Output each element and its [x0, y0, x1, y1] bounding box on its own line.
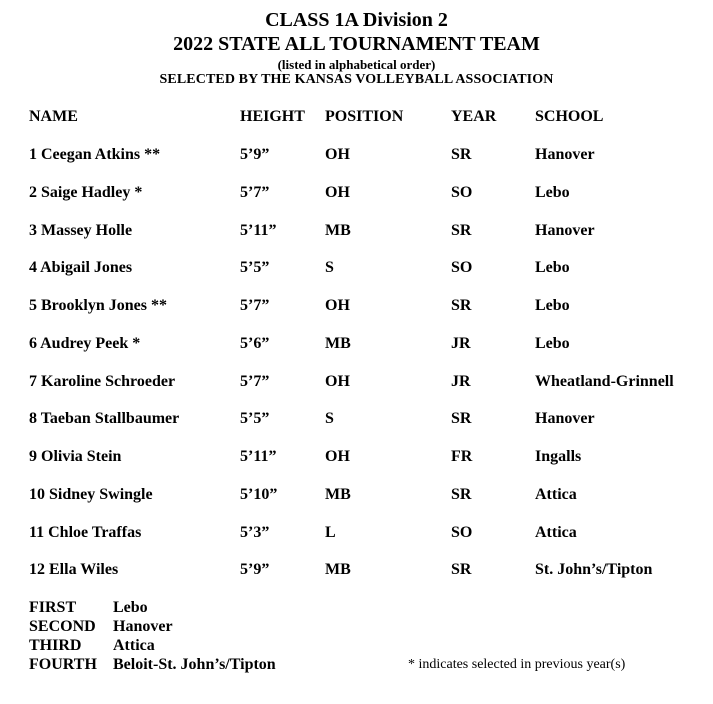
- standing-team: Hanover: [113, 618, 173, 635]
- standing-row: [29, 618, 173, 636]
- standing-team: Beloit-St. John’s/Tipton: [113, 656, 276, 673]
- player-position: OH: [325, 184, 350, 201]
- player-school: Lebo: [535, 335, 570, 352]
- player-position: MB: [325, 561, 351, 578]
- player-name: 12 Ella Wiles: [29, 561, 119, 578]
- player-school: Lebo: [535, 297, 570, 314]
- player-position: OH: [325, 146, 350, 163]
- player-name: 5 Brooklyn Jones **: [29, 297, 167, 314]
- player-position: MB: [325, 222, 351, 239]
- player-school: Lebo: [535, 259, 570, 276]
- table-row: [0, 373, 713, 395]
- standing-place: FIRST: [29, 599, 77, 616]
- player-name: 3 Massey Holle: [29, 222, 133, 239]
- player-school: Hanover: [535, 410, 595, 427]
- player-name: 8 Taeban Stallbaumer: [29, 410, 180, 427]
- player-school: Ingalls: [535, 448, 582, 465]
- selection-note: SELECTED BY THE KANSAS VOLLEYBALL ASSOCIATION: [159, 72, 554, 87]
- column-header-year: YEAR: [451, 108, 497, 125]
- footnote: * indicates selected in previous year(s): [408, 657, 626, 672]
- player-school: Wheatland-Grinnell: [535, 373, 674, 390]
- player-height: 5’5”: [240, 259, 270, 276]
- player-school: Lebo: [535, 184, 570, 201]
- player-height: 5’7”: [240, 373, 270, 390]
- table-row: [0, 486, 713, 508]
- player-height: 5’5”: [240, 410, 270, 427]
- table-row: [0, 561, 713, 583]
- standing-place: FOURTH: [29, 656, 97, 673]
- player-height: 5’6”: [240, 335, 270, 352]
- player-height: 5’10”: [240, 486, 278, 503]
- player-position: OH: [325, 297, 350, 314]
- standing-row: [29, 656, 276, 674]
- player-school: Hanover: [535, 146, 595, 163]
- standing-row: [29, 599, 148, 617]
- column-header-height: HEIGHT: [240, 108, 305, 125]
- player-year: JR: [451, 335, 471, 352]
- player-position: MB: [325, 335, 351, 352]
- table-row: [0, 448, 713, 470]
- player-height: 5’3”: [240, 524, 270, 541]
- player-year: SO: [451, 184, 473, 201]
- standing-team: Lebo: [113, 599, 148, 616]
- player-height: 5’11”: [240, 222, 277, 239]
- player-name: 11 Chloe Traffas: [29, 524, 142, 541]
- table-row: [0, 524, 713, 546]
- player-year: SR: [451, 222, 472, 239]
- column-header-position: POSITION: [325, 108, 404, 125]
- player-position: L: [325, 524, 336, 541]
- standing-team: Attica: [113, 637, 155, 654]
- player-school: Attica: [535, 486, 577, 503]
- table-row: [0, 222, 713, 244]
- player-year: SR: [451, 561, 472, 578]
- player-height: 5’9”: [240, 561, 270, 578]
- player-school: Hanover: [535, 222, 595, 239]
- column-header-school: SCHOOL: [535, 108, 604, 125]
- player-school: Attica: [535, 524, 577, 541]
- table-row: [0, 410, 713, 432]
- player-name: 9 Olivia Stein: [29, 448, 122, 465]
- table-row: [0, 184, 713, 206]
- player-year: SO: [451, 259, 473, 276]
- table-row: [0, 259, 713, 281]
- ordering-note: (listed in alphabetical order): [277, 57, 436, 72]
- player-school: St. John’s/Tipton: [535, 561, 653, 578]
- player-position: S: [325, 410, 334, 427]
- player-year: SR: [451, 297, 472, 314]
- player-name: 10 Sidney Swingle: [29, 486, 153, 503]
- player-year: SR: [451, 146, 472, 163]
- player-name: 2 Saige Hadley *: [29, 184, 143, 201]
- player-position: MB: [325, 486, 351, 503]
- player-name: 7 Karoline Schroeder: [29, 373, 176, 390]
- player-height: 5’7”: [240, 297, 270, 314]
- player-year: JR: [451, 373, 471, 390]
- player-name: 1 Ceegan Atkins **: [29, 146, 161, 163]
- standing-place: THIRD: [29, 637, 82, 654]
- standing-row: [29, 637, 155, 655]
- document-title: CLASS 1A Division 2: [265, 9, 448, 31]
- player-height: 5’11”: [240, 448, 277, 465]
- table-row: [0, 335, 713, 357]
- player-name: 4 Abigail Jones: [29, 259, 133, 276]
- table-row: [0, 146, 713, 168]
- player-position: OH: [325, 373, 350, 390]
- player-year: FR: [451, 448, 473, 465]
- table-row: [0, 297, 713, 319]
- standing-place: SECOND: [29, 618, 96, 635]
- column-header-name: NAME: [29, 108, 78, 125]
- player-position: S: [325, 259, 334, 276]
- player-height: 5’7”: [240, 184, 270, 201]
- player-year: SR: [451, 486, 472, 503]
- player-name: 6 Audrey Peek *: [29, 335, 141, 352]
- player-position: OH: [325, 448, 350, 465]
- document-subtitle: 2022 STATE ALL TOURNAMENT TEAM: [173, 33, 540, 55]
- player-year: SO: [451, 524, 473, 541]
- player-year: SR: [451, 410, 472, 427]
- player-height: 5’9”: [240, 146, 270, 163]
